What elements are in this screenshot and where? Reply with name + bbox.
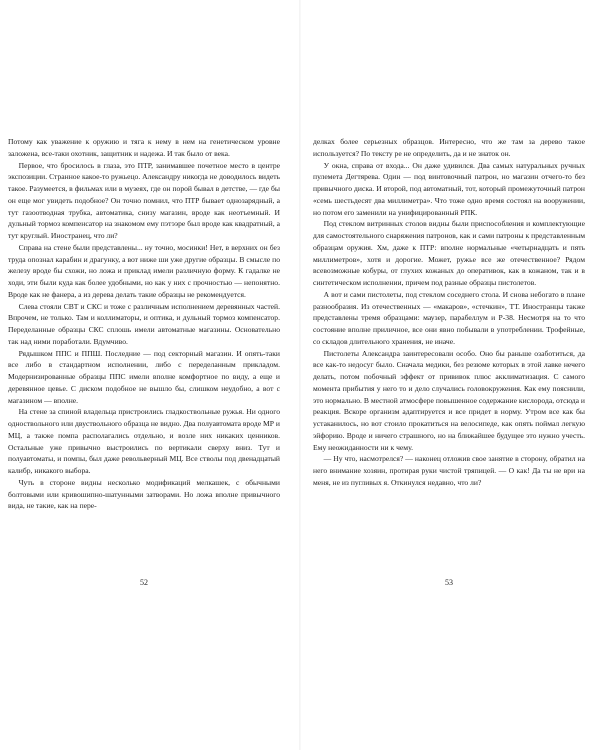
right-paragraph-6: — Ну что, насмотрелся? — наконец отложив свое занятие в сторону, обратил на него внимание хозяин, протирая руки чистой тряпицей. — О как! Да ты не ври на меня, не из пугливых я. Откинулся недавно, что ли? (313, 454, 585, 487)
right-page-number: 53 (445, 578, 453, 587)
right-paragraph-2: У окна, справа от входа... Он даже удивился. Два самых натуральных ручных пулемета Дегтярева. Один — под винтовочный патрон, но магазин отчего-то без привычного диска. И второй, под автоматный, тот, который промежуточный патрон «семь шестьдесят два миллиметра». Что тоже одно время состоял на вооружении, но потом его заменили на унифицированный РПК. (313, 160, 585, 217)
left-page (8, 136, 280, 512)
right-paragraph-5: Пистолеты Александра заинтересовали особо. Оно бы раньше озаботиться, да все как-то недосуг было. Сначала медики, без резюме которых в этой лавке нечего делать, потом побочный эффект от прививок плюс акклиматизация. С самого момента прибытия у него то и дело случались головокружения. Как ему пояснили, это нормально. В местной атмосфере повышенное содержание кислорода, отсюда и реакция. Вскоре организм адаптируется и все придет в норму. Утром все как бы устаканилось, но вот стоило прокатиться на велосипеде, как опять поймал легкую эйфорию. Вроде и ничего страшного, но на ближайшее будущее это нужно учесть. Ему неожиданности ни к чему. (313, 348, 585, 452)
left-paragraph-5: Рядышком ППС и ППШ. Последние — под секторный магазин. И опять-таки все либо в стандартном исполнении, либо с переделанным прикладом. Модернизированные образцы ППС имели вполне комфортное по виду, а еще и деревянное цевье. С диском подобное не вышло бы, слишком неудобно, а вот с магазином — вполне. (8, 348, 280, 405)
right-paragraph-3: Под стеклом витринных столов видны были приспособления и комплектующие для самостоятельного снаряжения патронов, как и сами патроны к представленным образцам оружия. Хм, даже к ПТР: вполне нормальные «четырнадцать и пять миллиметров», хотя и дорогие. Может, ружье все же отечественное? Рядом всевозможные кобуры, от глухих кожаных до оперативок, как в кожаном, так и в синтетическом исполнении, причем под разные образцы пистолетов. (313, 219, 585, 287)
right-paragraph-1: делках более серьезных образцов. Интересно, что же там за дерево такое используется? По тексту ре не определить, да и не знаток он. (313, 137, 585, 158)
left-paragraph-7: Чуть в стороне видны несколько модификаций мелкашек, с обычными болтовыми или кривошипно-шатунными затворами. Но ложа вполне привычного вида, не такие, как на пере- (8, 477, 280, 511)
left-paragraph-3: Справа на стене были представлены... ну точно, мосинки! Нет, в верхних он без труда опознал карабин и драгунку, а вот ниже ши уже другие образцы. В смысле по железу вроде бы схожи, но ложа и приклад имели различную форму. К гадалке не ходи, эти были куда как более удобными, но как у них с прочностью — непонятно. Вроде как не фанера, а из дерева делать такие образцы не рекомендуется. (8, 242, 280, 299)
left-paragraph-1: Потому как уважение к оружию и тяга к нему в нем на генетическом уровне заложена, все-таки охотник, защитник и надежа. И так было от века. (8, 137, 280, 158)
right-paragraph-4: А вот и сами пистолеты, под стеклом соседнего стола. И снова небогато в плане разнообразия. Из отечественных — «макаров», «стечкин», ТТ. Иностранцы также представлены тремя образцами: маузер, парабеллум и Р-38. Несмотря на то что состояние вполне приличное, все они явно побывали в употреблении. Трофейные, со складов длительного хранения, не иначе. (313, 289, 585, 346)
page-gutter (299, 0, 301, 750)
left-paragraph-6: На стене за спиной владельца пристроились гладкоствольные ружья. Ни одного одноствольного или двуствольного образца не видно. Два полуавтомата вроде МР и МЦ, а также помпа располагались отдельно, и возле них никаких ценников. Остальные уже привычно выстроились по вертикали сверху вниз. Тут и полуавтоматы, и помпы, был даже револьверный МЦ. Все стволы под двенадцатый калибр, никакого выбора. (8, 407, 280, 475)
left-paragraph-2: Первое, что бросилось в глаза, это ПТР, занимавшее почетное место в центре экспозиции. Странное какое-то ружьецо. Александру никогда не доводилось видеть такое. Разумеется, в фильмах или в музеях, где он порой бывал в детстве, — где бы он еще мог увидеть подобное? Он точно помнил, что ПТР бывает однозарядный, а тут газоотводная трубка, автоматика, снизу магазин, вроде как неотъемный. И дульный тормоз компенсатор на знакомом ему пэтээре был вроде как квадратный, а тут круглый. Иностранец, что ли? (8, 160, 280, 240)
right-page (313, 136, 585, 489)
left-paragraph-4: Слева стояли СВТ и СКС и тоже с различным исполнением деревянных частей. Впрочем, не только. Там и коллиматоры, и оптика, и дульный тормоз компенсатор. Переделанные образцы СКС сплошь имели автоматные магазины. Основательно так над ними поработали. Вдумчиво. (8, 301, 280, 346)
left-page-number: 52 (140, 578, 148, 587)
